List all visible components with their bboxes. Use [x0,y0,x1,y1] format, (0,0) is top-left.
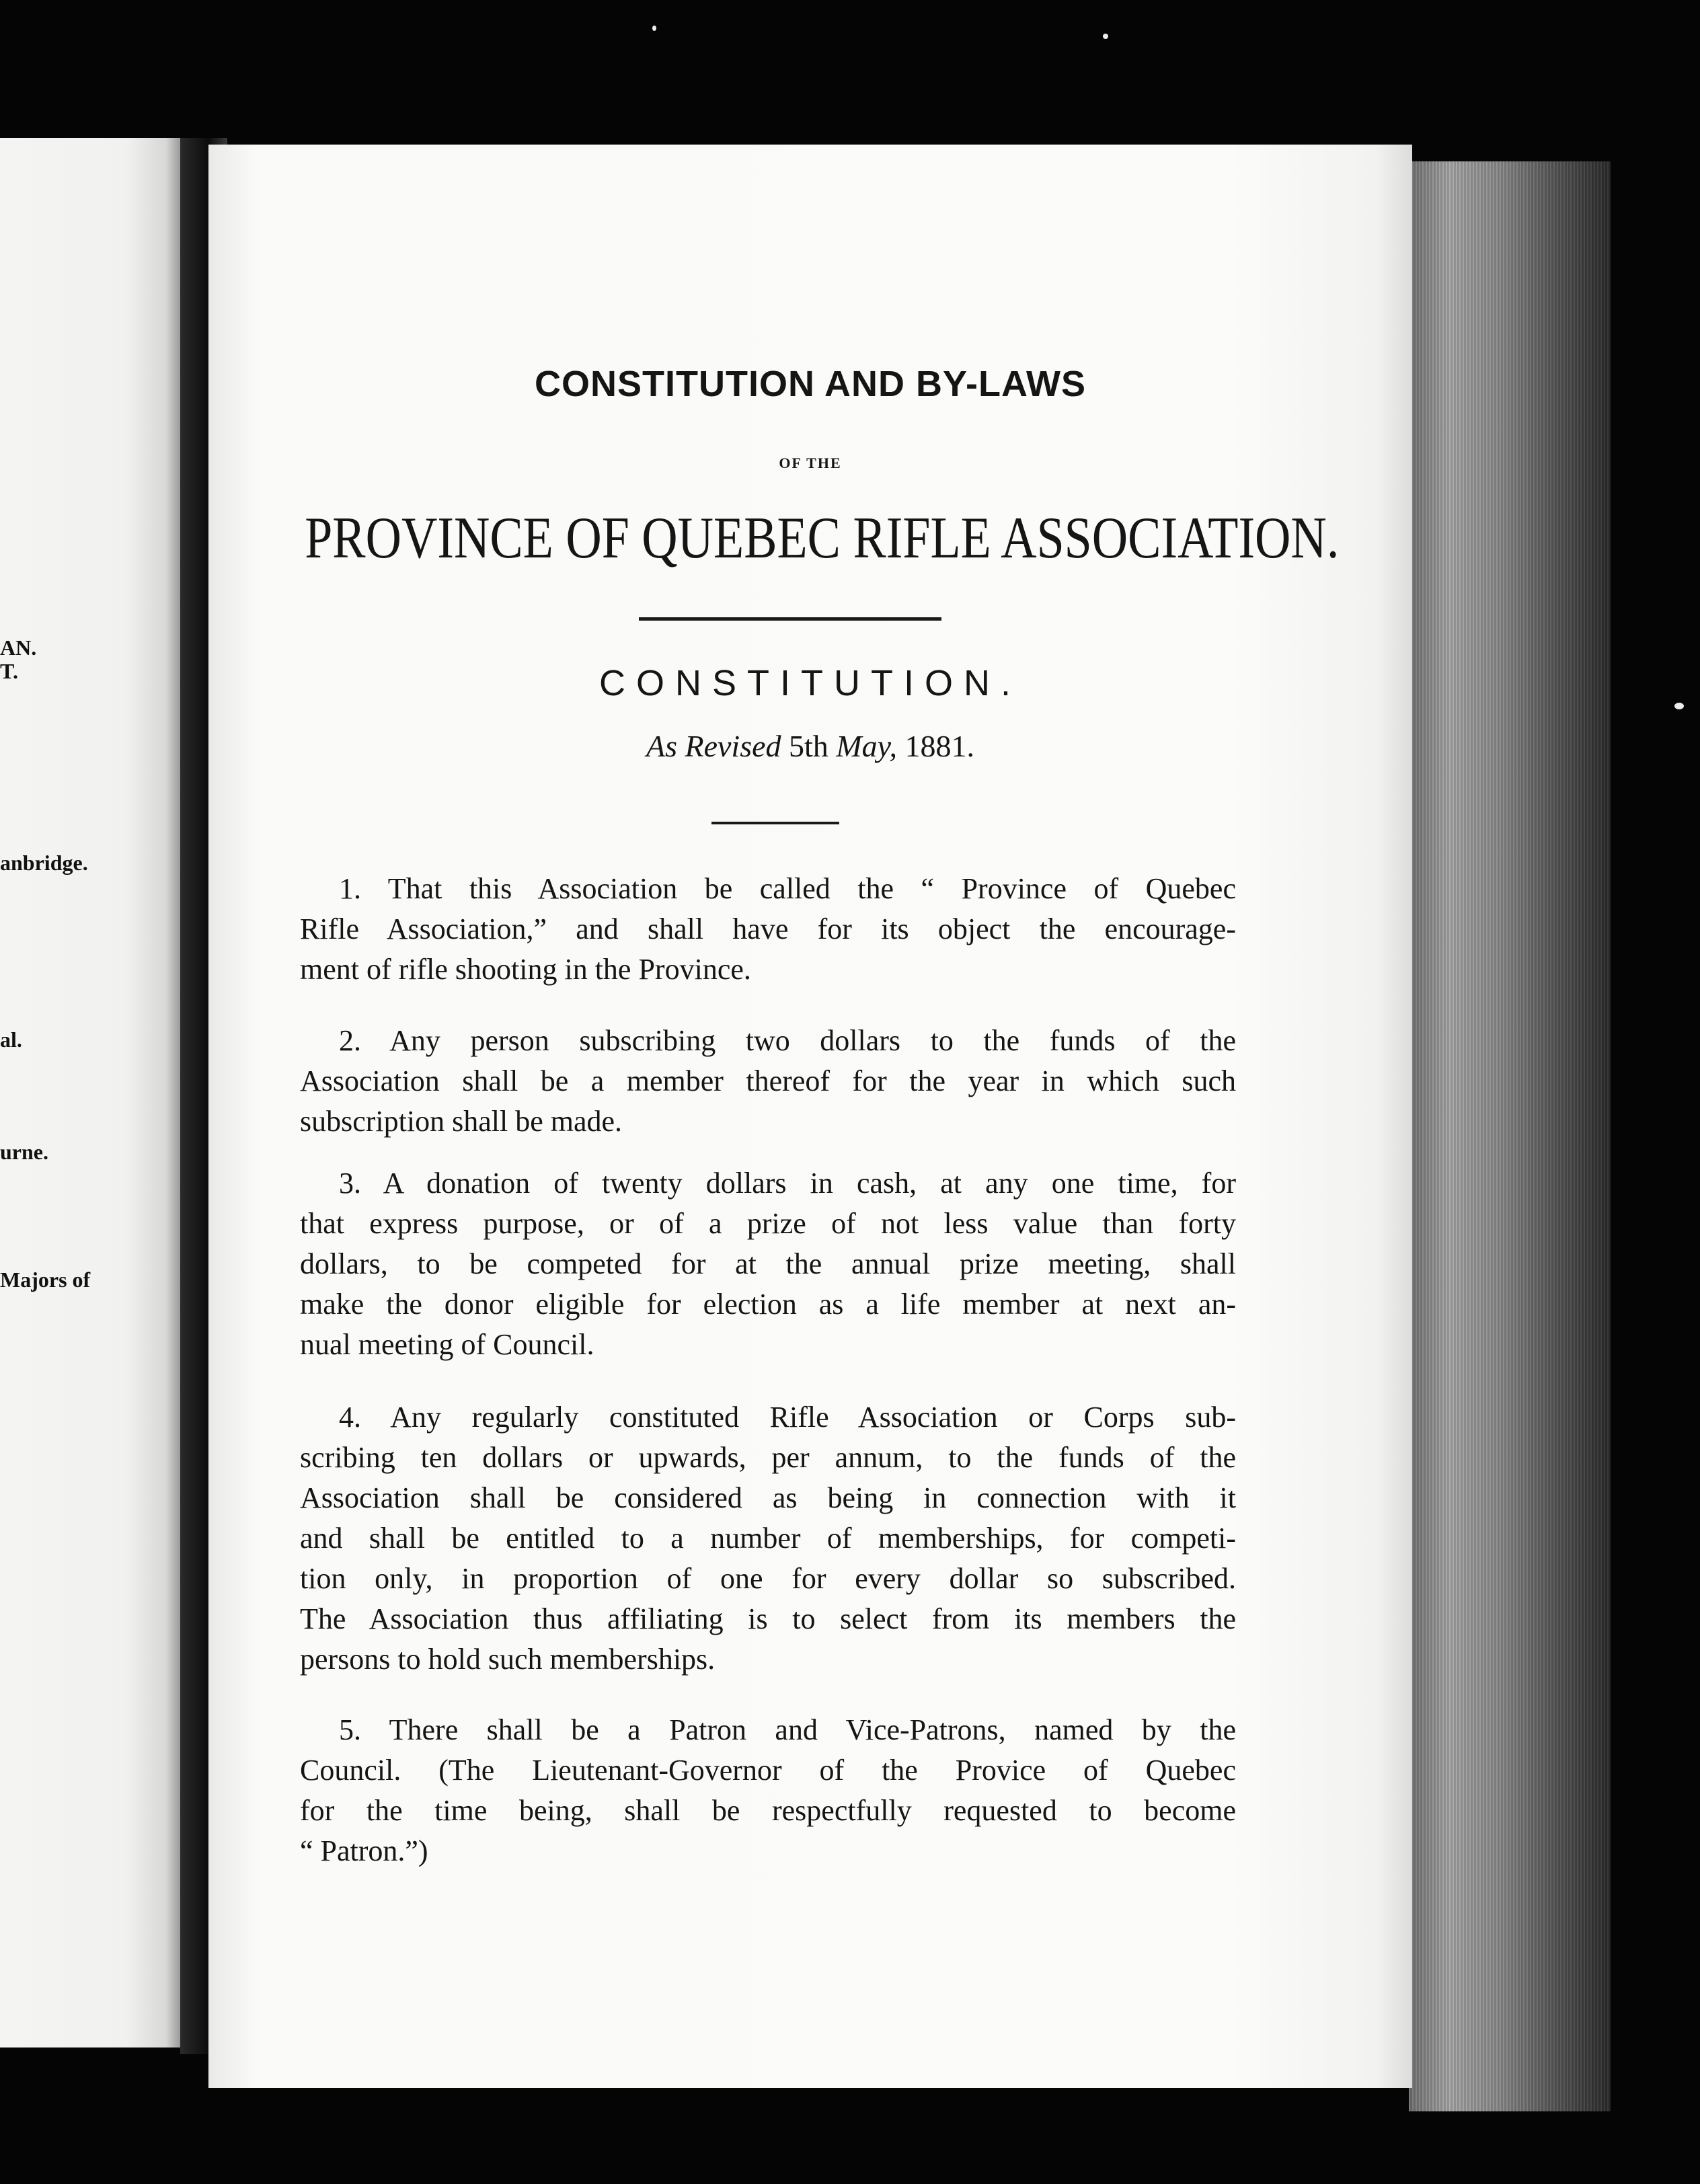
article-line: dollars, to be competed for at the annual prize meeting, shall [300,1247,1236,1280]
previous-page-text: AN. [0,635,37,660]
article-line: subscription shall be made. [300,1105,623,1138]
article-4 [300,1397,1236,1680]
of-the-label: OF THE [779,455,842,471]
article-line: nual meeting of Council. [300,1328,594,1361]
previous-page-text: al. [0,1027,22,1052]
article-line: 4. Any regularly constituted Rifle Association or Corps sub- [339,1401,1236,1434]
scan-speck [652,26,656,31]
article-line: “ Patron.”) [300,1834,428,1867]
previous-page-text: anbridge. [0,851,88,875]
revised-day: 5th [789,729,828,763]
previous-page-text: Majors of [0,1268,91,1292]
document-title: CONSTITUTION AND BY-LAWS [535,364,1086,404]
article-line: 2. Any person subscribing two dollars to the funds of the [339,1024,1236,1057]
article-line: The Association thus affiliating is to select from its members the [300,1602,1236,1635]
article-line: Association shall be a member thereof for the year in which such [300,1064,1236,1097]
revision-date [208,728,1412,764]
article-2 [300,1021,1236,1142]
revised-year: 1881. [904,729,974,763]
article-1 [300,869,1236,990]
title-divider [639,617,941,621]
article-line: scribing ten dollars or upwards, per annum, to the funds of the [300,1441,1236,1474]
article-line: Rifle Association,” and shall have for its object the encourage- [300,912,1236,945]
revised-prefix: As Revised [646,729,781,763]
article-line: 5. There shall be a Patron and Vice-Patrons, named by the [339,1713,1236,1746]
section-divider [711,822,839,824]
article-line: make the donor eligible for election as a life member at next an- [300,1288,1236,1321]
section-heading: CONSTITUTION. [599,663,1021,703]
article-line: 1. That this Association be called the “ Province of Quebec [339,872,1236,905]
article-line: persons to hold such memberships. [300,1643,716,1676]
article-line: tion only, in proportion of one for every dollar so subscribed. [300,1562,1236,1595]
previous-page-text: T. [0,659,18,683]
article-line: that express purpose, or of a prize of not less value than forty [300,1207,1236,1240]
article-line: and shall be entitled to a number of memberships, for competi- [300,1522,1236,1555]
revised-month: May, [836,729,897,763]
article-line: Association shall be considered as being in connection with it [300,1481,1236,1514]
association-name: PROVINCE OF QUEBEC RIFLE ASSOCIATION. [305,506,1340,571]
article-line: ment of rifle shooting in the Province. [300,953,751,986]
page-edges [1409,161,1611,2111]
scan-speck [1103,34,1108,39]
article-line: for the time being, shall be respectfully requested to become [300,1794,1236,1827]
previous-page-fragment [0,138,180,2048]
article-3 [300,1163,1236,1365]
article-line: 3. A donation of twenty dollars in cash, at any one time, for [339,1167,1236,1200]
scan-speck [1674,703,1684,709]
article-5 [300,1710,1236,1871]
previous-page-text: urne. [0,1140,48,1164]
article-line: Council. (The Lieutenant-Governor of the Provice of Quebec [300,1754,1236,1787]
